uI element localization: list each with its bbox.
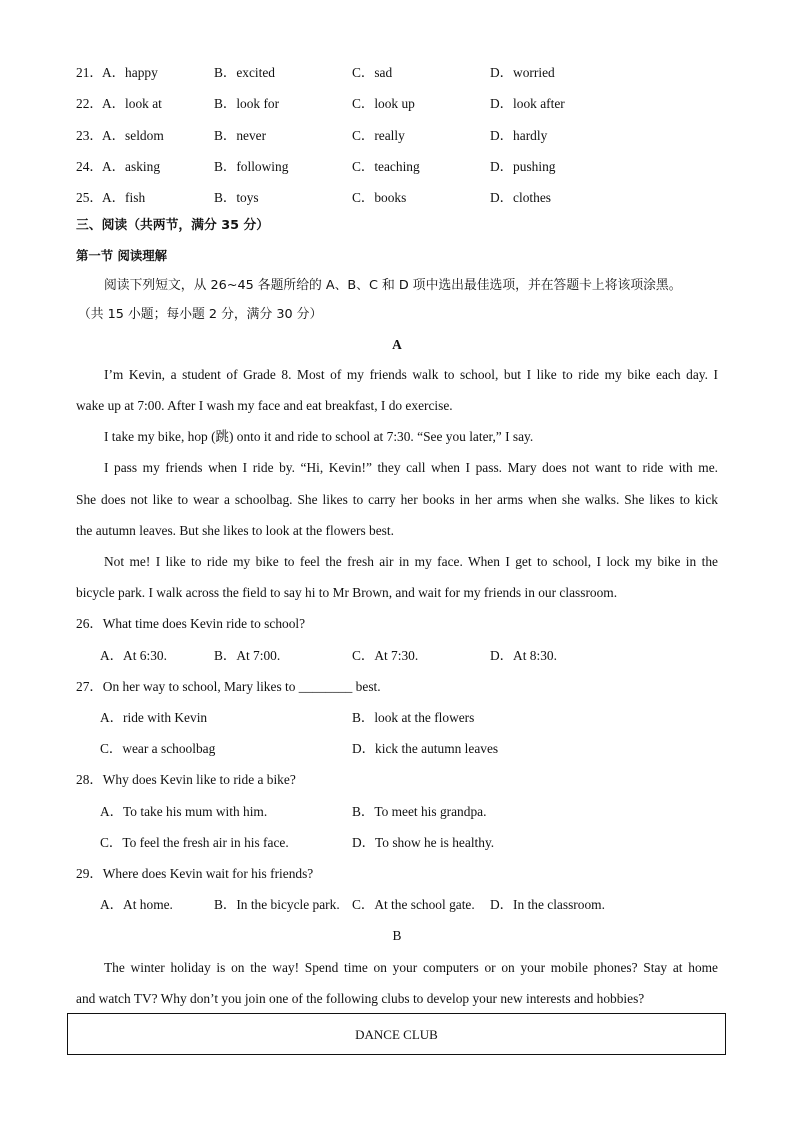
option-a[interactable]: A．asking	[102, 159, 161, 174]
option-c[interactable]: C．At 7:30.	[352, 648, 419, 663]
passage-line: bicycle park. I walk across the field to say hi to Mr Brown, and wait for my friends in our classroom.	[76, 585, 618, 600]
passage-line: wake up at 7:00. After I wash my face and eat breakfast, I do exercise.	[76, 398, 453, 413]
question-29-stem: 29．Where does Kevin wait for his friends?	[76, 866, 314, 881]
option-a[interactable]: A．At 6:30.	[100, 648, 167, 663]
passage-line: the autumn leaves. But she likes to look at the flowers best.	[76, 523, 394, 538]
option-a[interactable]: A．At home.	[100, 897, 173, 912]
question-24	[76, 160, 726, 180]
passage-line: I pass my friends when I ride by. “Hi, Kevin!” they call when I pass. Mary does not want to ride with me.	[104, 460, 718, 475]
option-b[interactable]: B．look for	[214, 96, 280, 111]
question-26-options	[100, 649, 620, 669]
option-d[interactable]: D．To show he is healthy.	[352, 835, 495, 850]
option-c[interactable]: C．At the school gate.	[352, 897, 475, 912]
club-info-box	[67, 1013, 726, 1055]
passage-line: Not me! I like to ride my bike to feel the fresh air in my face. When I get to school, I lock my bike in the	[104, 554, 718, 569]
option-d[interactable]: D．worried	[490, 65, 555, 80]
passage-line: She does not like to wear a schoolbag. She likes to carry her books in her arms when she walks. She likes to kick	[76, 492, 718, 507]
option-c[interactable]: C．wear a schoolbag	[100, 741, 216, 756]
option-b[interactable]: B．toys	[214, 190, 259, 205]
option-b[interactable]: B．following	[214, 159, 289, 174]
question-26-stem: 26．What time does Kevin ride to school?	[76, 616, 306, 631]
option-b[interactable]: B．never	[214, 128, 267, 143]
option-c[interactable]: C．really	[352, 128, 405, 143]
option-a[interactable]: A．fish	[102, 190, 146, 205]
option-b[interactable]: B．To meet his grandpa.	[352, 804, 487, 819]
passage-line: I’m Kevin, a student of Grade 8. Most of my friends walk to school, but I like to ride my bike each day. I	[104, 367, 718, 382]
option-c[interactable]: C．sad	[352, 65, 393, 80]
option-b[interactable]: B．excited	[214, 65, 275, 80]
option-b[interactable]: B．In the bicycle park.	[214, 897, 340, 912]
option-b[interactable]: B．At 7:00.	[214, 648, 281, 663]
option-a[interactable]: A．ride with Kevin	[100, 710, 208, 725]
question-28-stem: 28．Why does Kevin like to ride a bike?	[76, 772, 296, 787]
question-22	[76, 97, 726, 117]
question-27-stem: 27．On her way to school, Mary likes to ________ best.	[76, 679, 381, 694]
instruction-line-2: （共 15 小题；每小题 2 分，满分 30 分）	[78, 307, 323, 322]
passage-a-label: A	[392, 337, 402, 352]
question-number: 22．	[76, 96, 103, 111]
instruction-line-1: 阅读下列短文，从 26~45 各题所给的 A、B、C 和 D 项中选出最佳选项，并在答题卡上将该项涂黑。	[104, 278, 682, 293]
club-title: DANCE CLUB	[355, 1027, 438, 1042]
passage-line: and watch TV? Why don’t you join one of the following clubs to develop your new interests and hobbies?	[76, 991, 645, 1006]
option-a[interactable]: A．happy	[102, 65, 158, 80]
passage-b-label: B	[392, 928, 402, 943]
option-c[interactable]: C．teaching	[352, 159, 420, 174]
subsection-title: 第一节 阅读理解	[76, 248, 168, 263]
option-a[interactable]: A．seldom	[102, 128, 164, 143]
question-28-options-row2	[100, 836, 620, 856]
passage-line: I take my bike, hop (跳) onto it and ride to school at 7:30. “See you later,” I say.	[104, 429, 534, 444]
option-d[interactable]: D．hardly	[490, 128, 548, 143]
option-b[interactable]: B．look at the flowers	[352, 710, 475, 725]
question-number: 21．	[76, 65, 103, 80]
question-number: 24．	[76, 159, 103, 174]
option-c[interactable]: C．To feel the fresh air in his face.	[100, 835, 289, 850]
question-21	[76, 66, 726, 86]
passage-line: The winter holiday is on the way! Spend time on your computers or on your mobile phones? Stay at home	[104, 960, 718, 975]
option-d[interactable]: D．look after	[490, 96, 565, 111]
question-27-options-row2	[100, 742, 620, 762]
option-a[interactable]: A．look at	[102, 96, 162, 111]
option-d[interactable]: D．pushing	[490, 159, 556, 174]
question-25	[76, 191, 726, 211]
option-c[interactable]: C．books	[352, 190, 407, 205]
option-c[interactable]: C．look up	[352, 96, 415, 111]
option-d[interactable]: D．At 8:30.	[490, 648, 557, 663]
question-27-options-row1	[100, 711, 620, 731]
option-d[interactable]: D．clothes	[490, 190, 551, 205]
question-23	[76, 129, 726, 149]
question-29-options	[100, 898, 620, 918]
option-a[interactable]: A．To take his mum with him.	[100, 804, 268, 819]
question-number: 25．	[76, 190, 103, 205]
option-d[interactable]: D．In the classroom.	[490, 897, 605, 912]
question-number: 23．	[76, 128, 103, 143]
option-d[interactable]: D．kick the autumn leaves	[352, 741, 499, 756]
section-title: 三、阅读（共两节，满分 35 分）	[76, 218, 270, 233]
question-28-options-row1	[100, 805, 620, 825]
